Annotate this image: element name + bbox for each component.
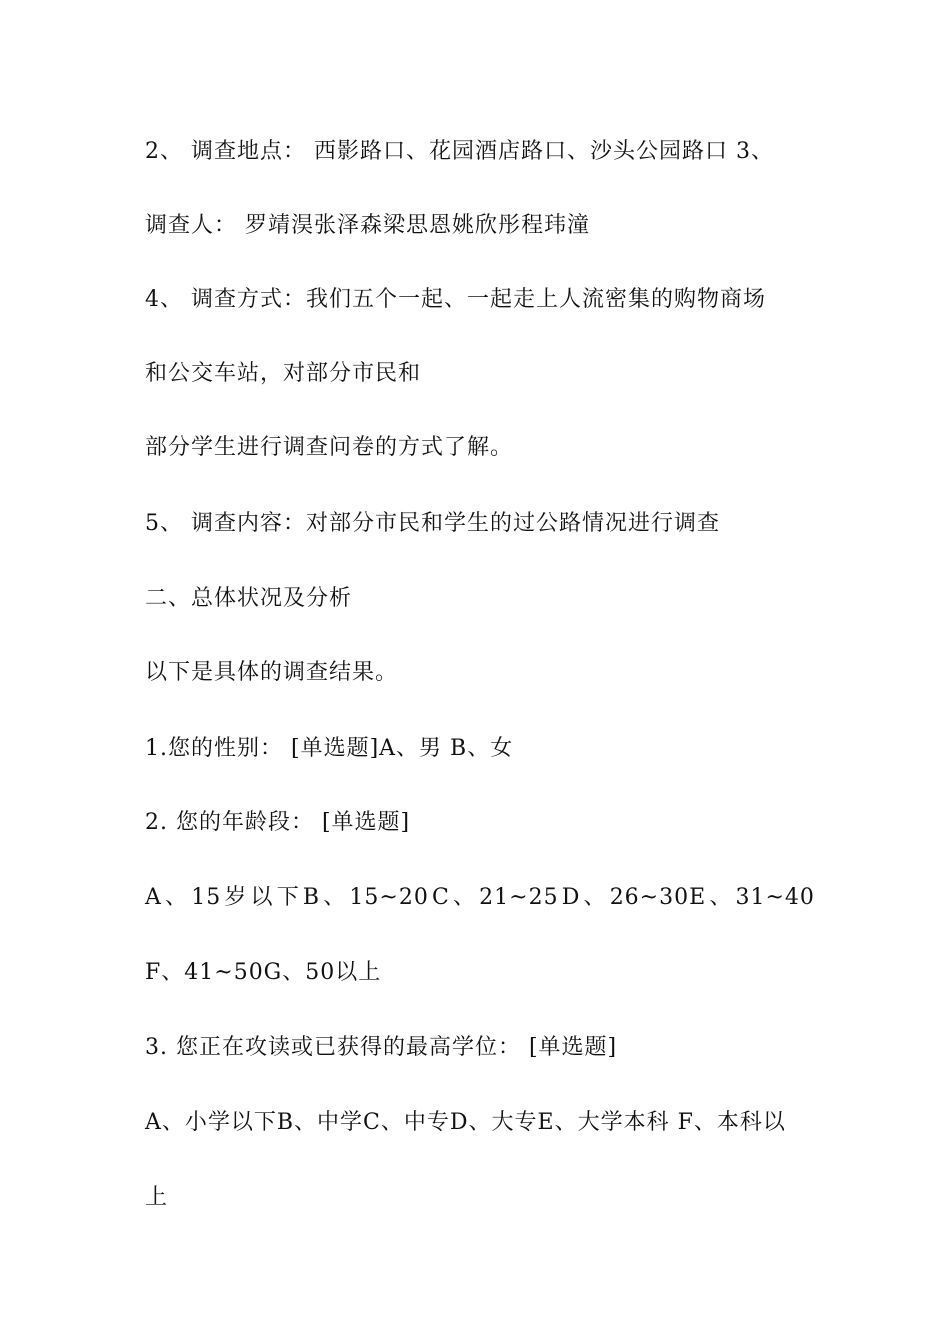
degree-options-line: A、小学以下B、中学C、中专D、大专E、大学本科 F、本科以 bbox=[145, 1110, 786, 1135]
age-option-token: 、 bbox=[583, 885, 607, 910]
text-line-results-intro: 以下是具体的调查结果。 bbox=[145, 660, 399, 685]
degree-options-cont: 上 bbox=[145, 1185, 169, 1210]
text-line-method: 4、 调查方式：我们五个一起、一起走上人流密集的购物商场 bbox=[145, 287, 766, 312]
question-degree: 3. 您正在攻读或已获得的最高学位： [单选题] bbox=[145, 1035, 618, 1060]
question-age: 2. 您的年龄段： [单选题] bbox=[145, 810, 411, 835]
age-option-token: 岁 bbox=[224, 885, 248, 910]
section-heading: 二、总体状况及分析 bbox=[145, 586, 353, 611]
text-line-method-end: 部分学生进行调查问卷的方式了解。 bbox=[145, 435, 514, 460]
age-option-token: B bbox=[302, 885, 321, 910]
age-option-token: A bbox=[145, 885, 162, 910]
text-line-location: 2、 调查地点： 西影路口、花园酒店路口、沙头公园路口 3、 bbox=[145, 139, 774, 164]
age-options-line bbox=[145, 884, 815, 912]
age-option-token: 15~20 bbox=[349, 885, 429, 910]
age-option-token: 、 bbox=[452, 885, 476, 910]
age-option-token: 下 bbox=[276, 885, 300, 910]
age-options-cont: F、41~50G、50以上 bbox=[145, 960, 382, 985]
age-option-token: 以 bbox=[250, 885, 274, 910]
age-option-token: D bbox=[561, 885, 581, 910]
age-option-token: 、 bbox=[323, 885, 347, 910]
age-option-token: 21~25 bbox=[479, 885, 559, 910]
text-line-investigators: 调查人： 罗靖淏张泽森梁思恩姚欣彤程玮潼 bbox=[145, 213, 590, 238]
question-gender: 1.您的性别： [单选题]A、男 B、女 bbox=[145, 736, 514, 761]
age-option-token: 、 bbox=[165, 885, 189, 910]
age-option-token: 26~30E bbox=[609, 885, 707, 910]
age-option-token: 15 bbox=[191, 885, 222, 910]
age-option-token: 、 bbox=[709, 885, 733, 910]
age-option-token: 31~40 bbox=[735, 885, 815, 910]
text-line-content: 5、 调查内容：对部分市民和学生的过公路情况进行调查 bbox=[145, 511, 720, 536]
text-line-method-cont: 和公交车站，对部分市民和 bbox=[145, 361, 422, 386]
age-option-token: C bbox=[431, 885, 450, 910]
